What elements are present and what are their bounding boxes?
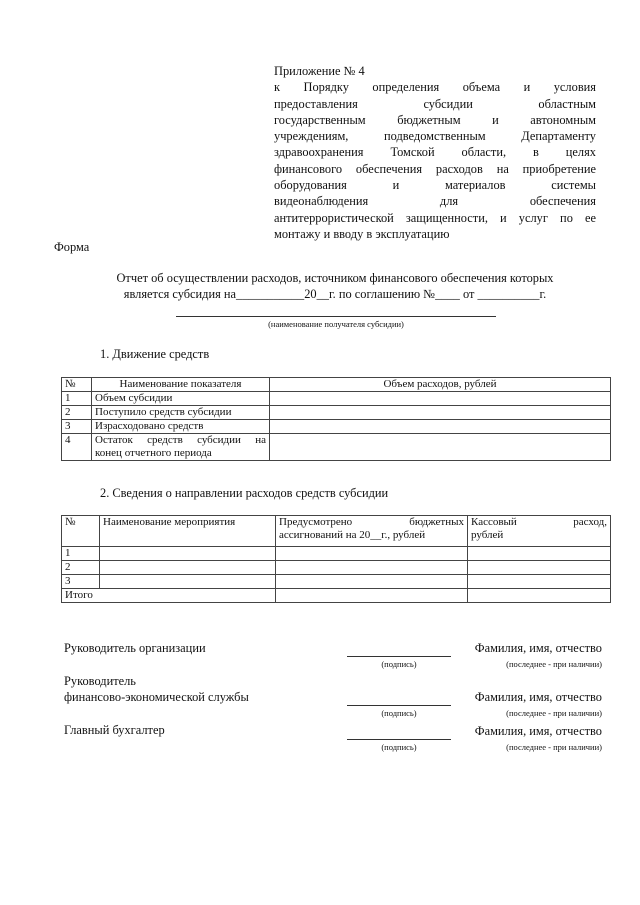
row-amount <box>270 392 611 406</box>
row-cell <box>276 547 468 561</box>
signatory-head-fin-line2: финансово-экономической службы <box>64 690 249 704</box>
signatory-head-org: Руководитель организации <box>64 641 206 655</box>
row-num: 3 <box>62 420 92 434</box>
signature-line <box>347 656 451 657</box>
row-name: Поступило средств субсидии <box>92 406 270 420</box>
appendix-line: антитеррористической защищенности, и услуг по ее <box>274 210 596 225</box>
table-row <box>62 392 611 406</box>
signature-line <box>347 739 451 740</box>
row-name-part: Остаток средств субсидии на <box>95 434 266 446</box>
col-amount: Объем расходов, рублей <box>270 378 611 392</box>
table-header-row <box>62 378 611 392</box>
row-cell <box>100 561 276 575</box>
col-cash-line: Кассовый расход, <box>471 516 607 528</box>
row-name: Объем субсидии <box>92 392 270 406</box>
row-cell <box>100 575 276 589</box>
fio-caption: (последнее - при наличии) <box>506 742 602 752</box>
section1-heading: 1. Движение средств <box>100 347 210 361</box>
section2-heading: 2. Сведения о направлении расходов средств субсидии <box>100 486 389 500</box>
table-row <box>62 575 611 589</box>
row-cell <box>468 575 611 589</box>
table-row <box>62 420 611 434</box>
fio-caption: (последнее - при наличии) <box>506 708 602 718</box>
row-amount <box>270 406 611 420</box>
funds-movement-table <box>61 377 611 461</box>
row-num: 3 <box>62 575 100 589</box>
signature-line <box>347 705 451 706</box>
appendix-title: Приложение № 4 <box>274 64 365 78</box>
report-title <box>60 270 610 302</box>
report-title-line1: Отчет об осуществлении расходов, источником финансового обеспечения которых <box>116 271 554 285</box>
row-num: 2 <box>62 406 92 420</box>
row-num: 2 <box>62 561 100 575</box>
table-row <box>62 434 611 461</box>
col-num: № <box>62 516 100 547</box>
form-label: Форма <box>54 240 90 254</box>
col-indicator: Наименование показателя <box>92 378 270 392</box>
appendix-block <box>274 63 596 242</box>
row-name: Израсходовано средств <box>92 420 270 434</box>
signatory-head-fin-line1: Руководитель <box>64 674 136 688</box>
table-row <box>62 547 611 561</box>
table-row <box>62 406 611 420</box>
col-budget-line: ассигнований на 20__г., рублей <box>279 529 426 541</box>
appendix-line: учреждениям, подведомственным Департаменту <box>274 129 596 144</box>
appendix-line: монтажу и вводу в эксплуатацию <box>274 226 450 241</box>
row-amount <box>270 434 611 461</box>
col-budget-line: Предусмотрено бюджетных <box>279 516 464 528</box>
appendix-line: к Порядку определения объема и условия <box>274 80 596 95</box>
row-name <box>92 434 270 461</box>
signature-caption: (подпись) <box>381 659 417 669</box>
appendix-line: предоставления субсидии областным <box>274 96 596 111</box>
table-header-row <box>62 516 611 547</box>
fio-label: Фамилия, имя, отчество <box>474 690 602 704</box>
total-label: Итого <box>62 589 276 603</box>
row-name-part: конец отчетного периода <box>95 447 212 459</box>
row-amount <box>270 420 611 434</box>
row-cell <box>100 547 276 561</box>
appendix-line: видеонаблюдения для обеспечения <box>274 194 596 209</box>
row-cell <box>468 589 611 603</box>
signatory-chief-accountant: Главный бухгалтер <box>64 723 165 737</box>
col-event: Наименование мероприятия <box>100 516 276 547</box>
fio-caption: (последнее - при наличии) <box>506 659 602 669</box>
col-num: № <box>62 378 92 392</box>
expense-directions-table <box>61 515 611 603</box>
report-title-line2: является субсидия на___________20__г. по соглашению №____ от __________г. <box>123 287 547 301</box>
fio-label: Фамилия, имя, отчество <box>474 641 602 655</box>
table-total-row <box>62 589 611 603</box>
recipient-underline <box>176 316 496 317</box>
col-cash <box>468 516 611 547</box>
row-num: 1 <box>62 392 92 406</box>
row-cell <box>276 561 468 575</box>
row-num: 4 <box>62 434 92 461</box>
appendix-line: финансового обеспечения расходов на приобретение <box>274 161 596 176</box>
appendix-line: здравоохранения Томской области, в целях <box>274 145 596 160</box>
appendix-line: оборудования и материалов системы <box>274 178 596 193</box>
signature-caption: (подпись) <box>381 742 417 752</box>
row-cell <box>468 561 611 575</box>
recipient-caption: (наименование получателя субсидии) <box>268 319 404 329</box>
col-cash-line: рублей <box>471 529 504 541</box>
table-row <box>62 561 611 575</box>
fio-label: Фамилия, имя, отчество <box>474 724 602 738</box>
row-cell <box>468 547 611 561</box>
row-cell <box>276 589 468 603</box>
row-cell <box>276 575 468 589</box>
appendix-line: государственным бюджетным и автономным <box>274 112 596 127</box>
row-num: 1 <box>62 547 100 561</box>
signature-caption: (подпись) <box>381 708 417 718</box>
col-budget <box>276 516 468 547</box>
